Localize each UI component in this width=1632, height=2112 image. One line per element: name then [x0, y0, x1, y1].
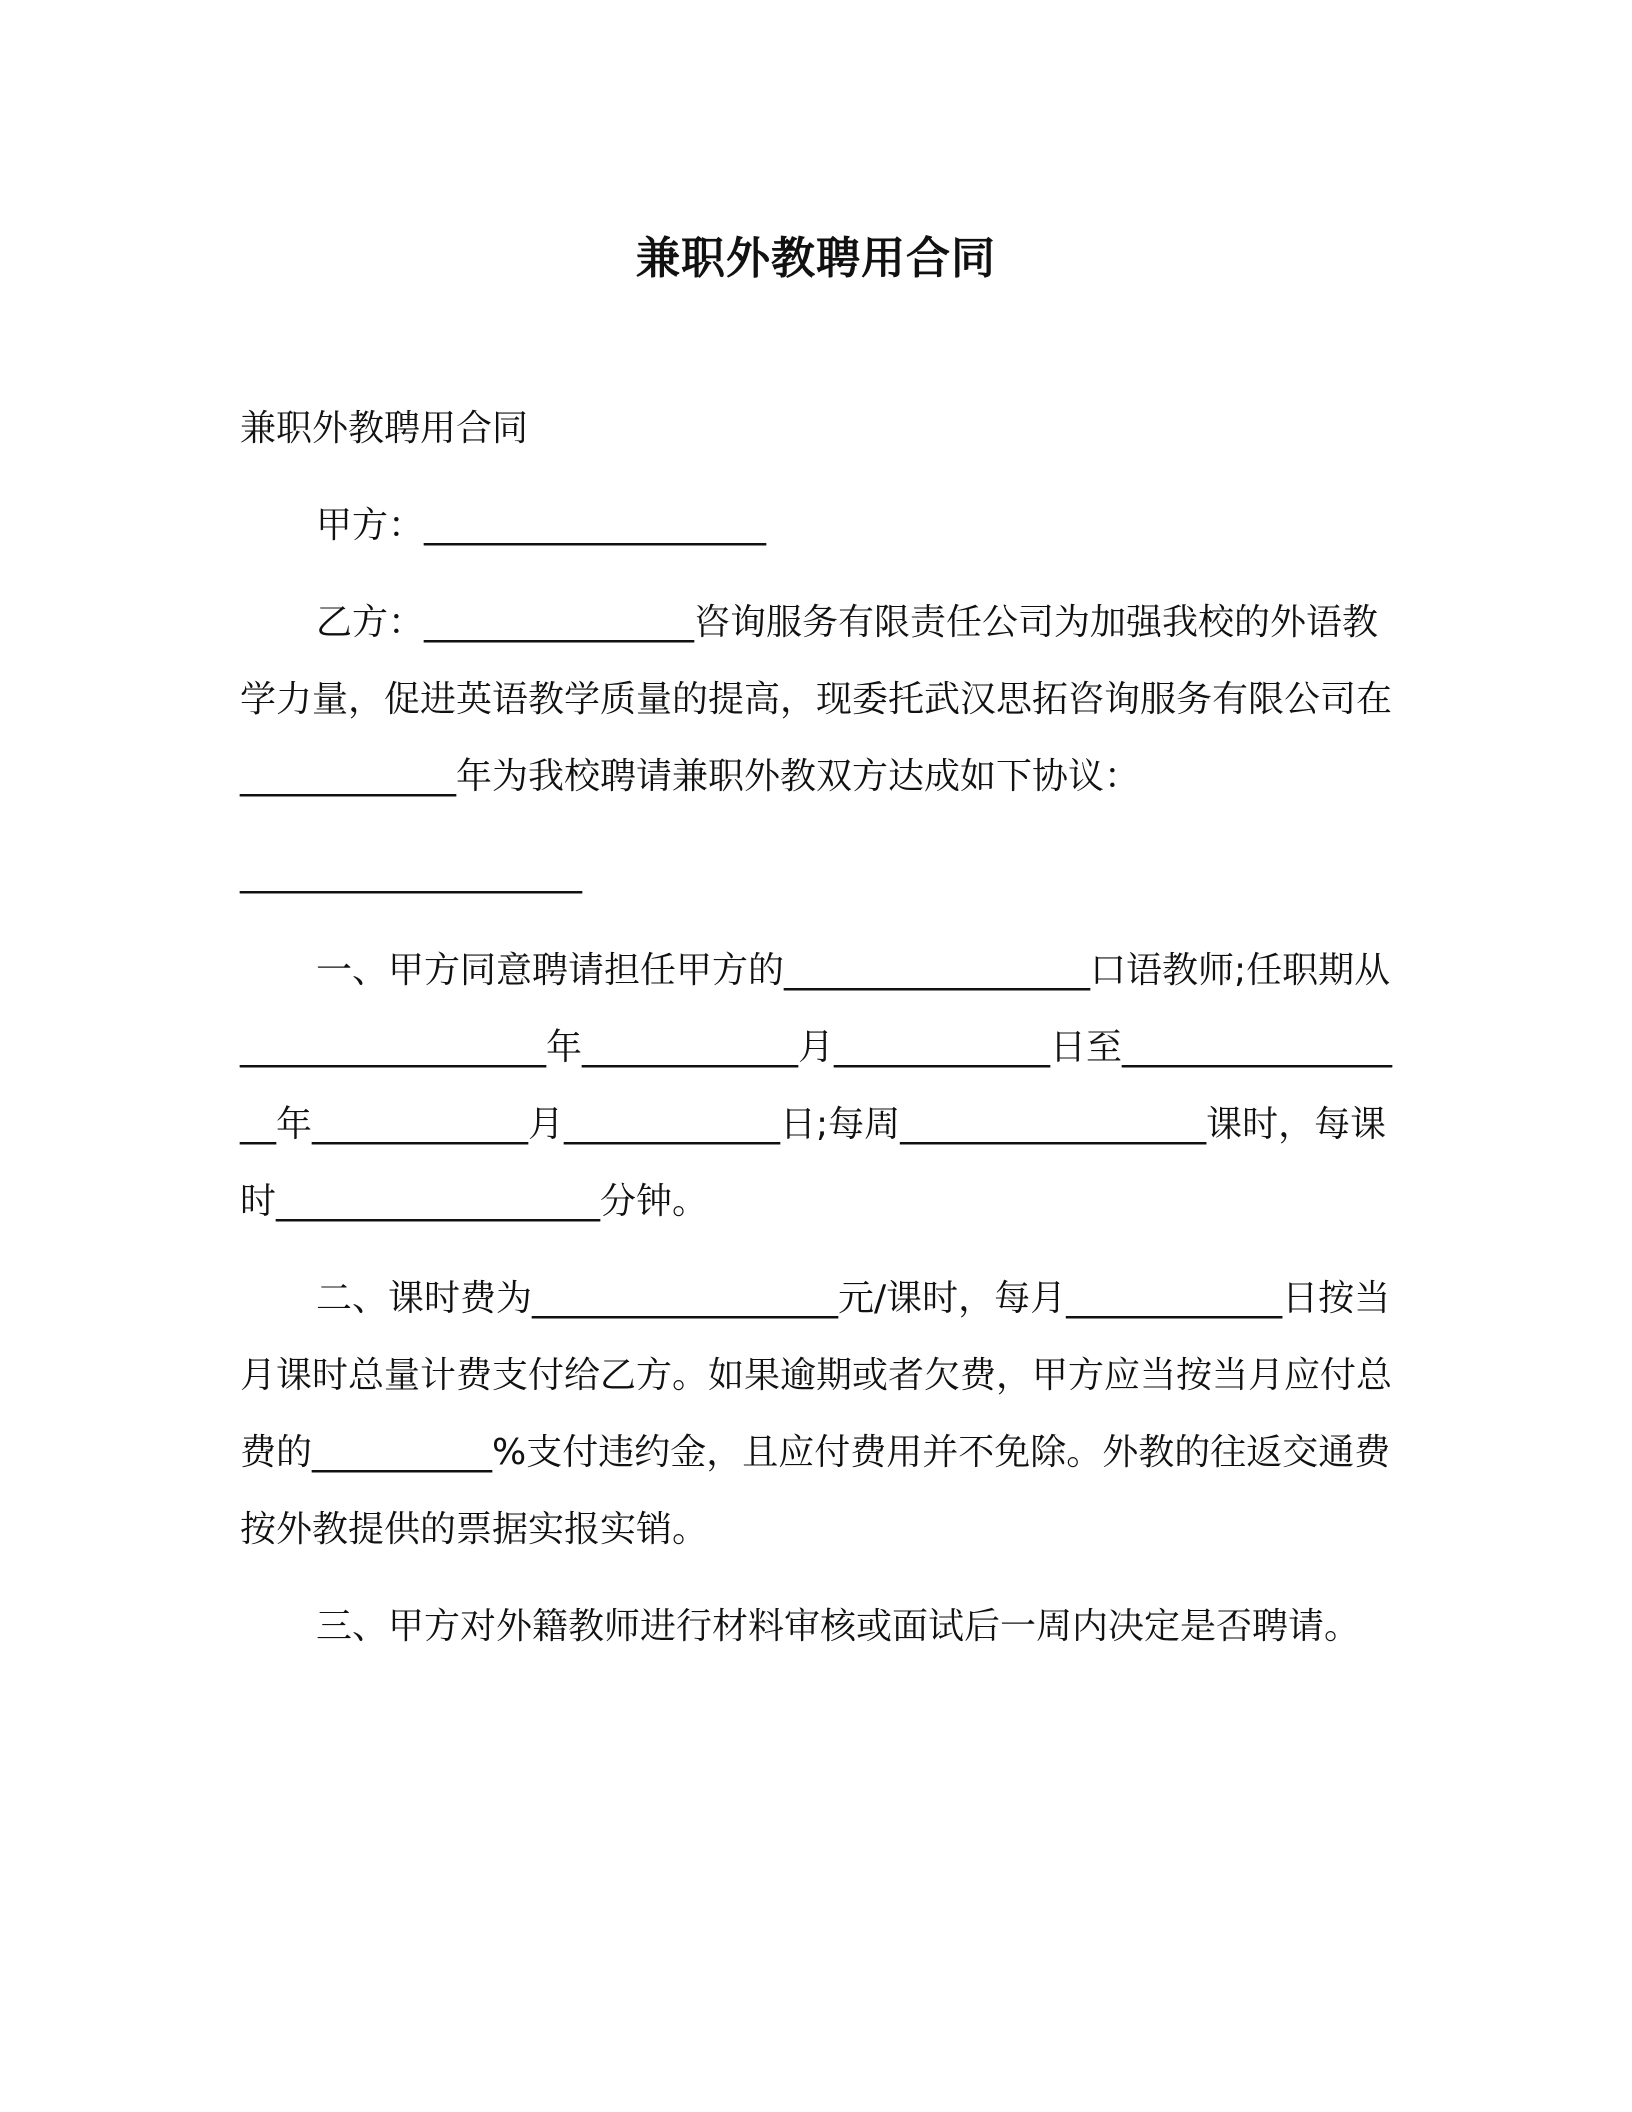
document-body: [240, 390, 1400, 1665]
document-subtitle: 兼职外教聘用合同: [240, 408, 529, 449]
clause-3: 三、甲方对外籍教师进行材料审核或面试后一周内决定是否聘请。: [316, 1606, 1361, 1647]
clause-1: 一、甲方同意聘请担任甲方的_________________口语教师;任职期从_________________年____________月____________日至_________________年____________月____________日;每周_________________课时，每课时__________________分钟。: [240, 950, 1392, 1222]
party-a-line: 甲方：___________________: [316, 505, 767, 546]
party-b-paragraph: 乙方：_______________咨询服务有限责任公司为加强我校的外语教学力量，促进英语教学质量的提高，现委托武汉思拓咨询服务有限公司在____________年为我校聘请兼职外教双方达成如下协议：: [240, 602, 1393, 797]
blank-line: ___________________: [240, 853, 582, 894]
clause-2: 二、课时费为_________________元/课时，每月____________日按当月课时总量计费支付给乙方。如果逾期或者欠费，甲方应当按当月应付总费的__________%支付违约金，且应付费用并不免除。外教的往返交通费按外教提供的票据实报实销。: [240, 1278, 1393, 1550]
document-title: 兼职外教聘用合同: [636, 233, 996, 284]
